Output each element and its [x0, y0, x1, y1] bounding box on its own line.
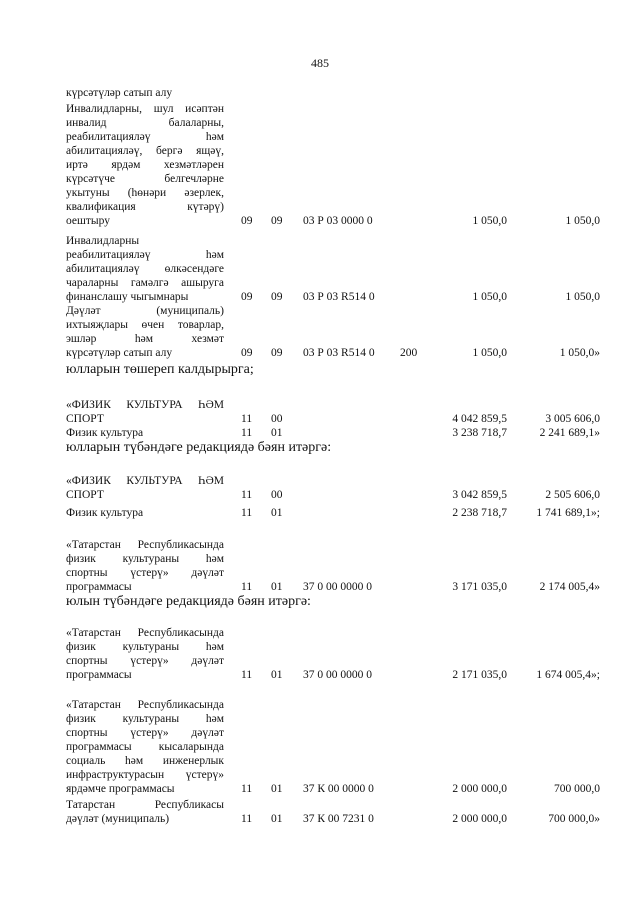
- amount-2022: 700 000,0»: [548, 813, 600, 825]
- amount-2021: 3 238 718,7: [452, 427, 507, 439]
- row-description: [66, 626, 224, 682]
- target-article-code: 03 Р 03 0000 0: [303, 215, 373, 227]
- description-line: Физик культура: [66, 507, 144, 519]
- description-line: физик культураны һәм: [66, 713, 224, 725]
- row-description: [66, 474, 224, 502]
- amount-2022: 1 050,0: [565, 291, 600, 303]
- subsection-code: 01: [271, 507, 283, 519]
- description-line: спортны үстерү» дәүләт: [66, 567, 224, 579]
- table-row: [0, 798, 640, 826]
- description-line: социаль һәм инженерлык: [66, 755, 224, 767]
- amount-2022: 2 241 689,1»: [539, 427, 600, 439]
- amount-2022: 1 050,0»: [559, 347, 600, 359]
- section-code: 11: [241, 413, 253, 425]
- subsection-code: 01: [271, 427, 283, 439]
- description-line: программасы кысаларында: [66, 741, 224, 753]
- section-code: 09: [241, 215, 253, 227]
- amount-2022: 2 174 005,4»: [539, 581, 600, 593]
- target-article-code: 03 Р 03 R514 0: [303, 291, 375, 303]
- description-line: «Татарстан Республикасында: [66, 539, 224, 551]
- section-code: 11: [241, 507, 253, 519]
- description-line: эшләр һәм хезмәт: [66, 333, 224, 345]
- description-line: күрсәтүләр сатып алу: [66, 347, 173, 359]
- target-article-code: 37 К 00 0000 0: [303, 783, 374, 795]
- subsection-code: 01: [271, 783, 283, 795]
- amount-2021: 1 050,0: [472, 291, 507, 303]
- description-line: «Татарстан Республикасында: [66, 627, 224, 639]
- description-line: СПОРТ: [66, 489, 104, 501]
- amount-2021: 2 000 000,0: [452, 813, 507, 825]
- amount-2022: 1 050,0: [565, 215, 600, 227]
- description-line: физик культураны һәм: [66, 641, 224, 653]
- row-description: [66, 538, 224, 594]
- description-line: СПОРТ: [66, 413, 104, 425]
- description-line: ярдәмче программасы: [66, 783, 175, 795]
- description-line: программасы: [66, 581, 132, 593]
- amount-2022: 700 000,0: [554, 783, 600, 795]
- description-line: иртә ярдәм хезмәтләрен: [66, 159, 224, 171]
- section-code: 11: [241, 813, 253, 825]
- section-code: 11: [241, 581, 253, 593]
- section-code: 09: [241, 291, 253, 303]
- table-row: [0, 102, 640, 228]
- description-line: спортны үстерү» дәүләт: [66, 655, 224, 667]
- table-row: [0, 626, 640, 682]
- amount-2021: 1 050,0: [472, 347, 507, 359]
- description-line: «Татарстан Республикасында: [66, 699, 224, 711]
- row-description: [66, 398, 224, 426]
- target-article-code: 37 0 00 0000 0: [303, 581, 372, 593]
- description-line: абилитацияләү, бергә ящәү,: [66, 145, 224, 157]
- amount-2022: 1 674 005,4»;: [536, 669, 600, 681]
- amount-2021: 2 171 035,0: [452, 669, 507, 681]
- page-number: 485: [311, 56, 329, 70]
- description-line: финанслашу чыгымнары: [66, 291, 189, 303]
- row-description: [66, 234, 224, 304]
- table-row: [0, 304, 640, 360]
- table-row: [0, 86, 640, 100]
- description-line: күрсәтүче белгечләрне: [66, 173, 224, 185]
- description-line: ихтыяҗлары өчен товарлар,: [66, 319, 224, 331]
- subsection-code: 01: [271, 669, 283, 681]
- amendment-instruction: юлын түбәндәге редакциядә бәян итәргә:: [66, 594, 311, 609]
- description-line: «ФИЗИК КУЛЬТУРА ҺӘМ: [66, 475, 224, 487]
- target-article-code: 03 Р 03 R514 0: [303, 347, 375, 359]
- row-description: [66, 426, 224, 440]
- section-code: 11: [241, 427, 253, 439]
- description-line: дәүләт (муниципаль): [66, 813, 170, 825]
- subsection-code: 00: [271, 413, 283, 425]
- row-description: [66, 102, 224, 228]
- section-code: 11: [241, 489, 253, 501]
- table-row: [0, 398, 640, 426]
- description-line: «ФИЗИК КУЛЬТУРА ҺӘМ: [66, 399, 224, 411]
- table-row: [0, 426, 640, 440]
- description-line: физик культураны һәм: [66, 553, 224, 565]
- target-article-code: 37 0 00 0000 0: [303, 669, 372, 681]
- subsection-code: 09: [271, 347, 283, 359]
- description-line: чараларны гамәлгә ашыруга: [66, 277, 224, 289]
- description-line: Физик культура: [66, 427, 144, 439]
- amount-2021: 3 042 859,5: [452, 489, 507, 501]
- description-line: оештыру: [66, 215, 110, 227]
- amount-2021: 4 042 859,5: [452, 413, 507, 425]
- amount-2021: 2 000 000,0: [452, 783, 507, 795]
- subsection-code: 01: [271, 581, 283, 593]
- table-row: [0, 538, 640, 594]
- row-description: [66, 506, 224, 520]
- subsection-code: 01: [271, 813, 283, 825]
- section-code: 11: [241, 669, 253, 681]
- expense-type-code: 200: [400, 347, 418, 359]
- subsection-code: 00: [271, 489, 283, 501]
- amendment-instruction: юлларын түбәндәге редакциядә бәян итәргә:: [66, 440, 332, 455]
- table-row: [0, 506, 640, 520]
- description-line: Инвалидларны: [66, 235, 140, 247]
- amount-2022: 3 005 606,0: [545, 413, 600, 425]
- amount-2021: 2 238 718,7: [452, 507, 507, 519]
- table-row: [0, 474, 640, 502]
- description-line: Дәүләт (муниципаль): [66, 305, 224, 317]
- description-line: инвалид балаларны,: [66, 117, 224, 129]
- amount-2021: 1 050,0: [472, 215, 507, 227]
- description-line: спортны үстерү» дәүләт: [66, 727, 224, 739]
- description-line: күрсәтүләр сатып алу: [66, 87, 173, 99]
- description-line: инфраструктурасын үстерү»: [66, 769, 224, 781]
- row-description: [66, 304, 224, 360]
- description-line: реабилитацияләү һәм: [66, 131, 224, 143]
- amount-2021: 3 171 035,0: [452, 581, 507, 593]
- amount-2022: 2 505 606,0: [545, 489, 600, 501]
- description-line: укытуны (һөнәри әзерлек,: [66, 187, 224, 199]
- description-line: абилитацияләү өлкәсендәге: [66, 263, 224, 275]
- description-line: Татарстан Республикасы: [66, 799, 224, 811]
- row-description: [66, 698, 224, 796]
- amendment-instruction: юлларын төшереп калдырырга;: [66, 362, 254, 377]
- table-row: [0, 698, 640, 796]
- description-line: реабилитацияләү һәм: [66, 249, 224, 261]
- section-code: 09: [241, 347, 253, 359]
- amount-2022: 1 741 689,1»;: [536, 507, 600, 519]
- subsection-code: 09: [271, 291, 283, 303]
- target-article-code: 37 К 00 7231 0: [303, 813, 374, 825]
- subsection-code: 09: [271, 215, 283, 227]
- table-row: [0, 234, 640, 304]
- description-line: квалификация күтәрү): [66, 201, 224, 213]
- section-code: 11: [241, 783, 253, 795]
- row-description: [66, 86, 224, 100]
- description-line: Инвалидларны, шул исәптән: [66, 103, 224, 115]
- description-line: программасы: [66, 669, 132, 681]
- row-description: [66, 798, 224, 826]
